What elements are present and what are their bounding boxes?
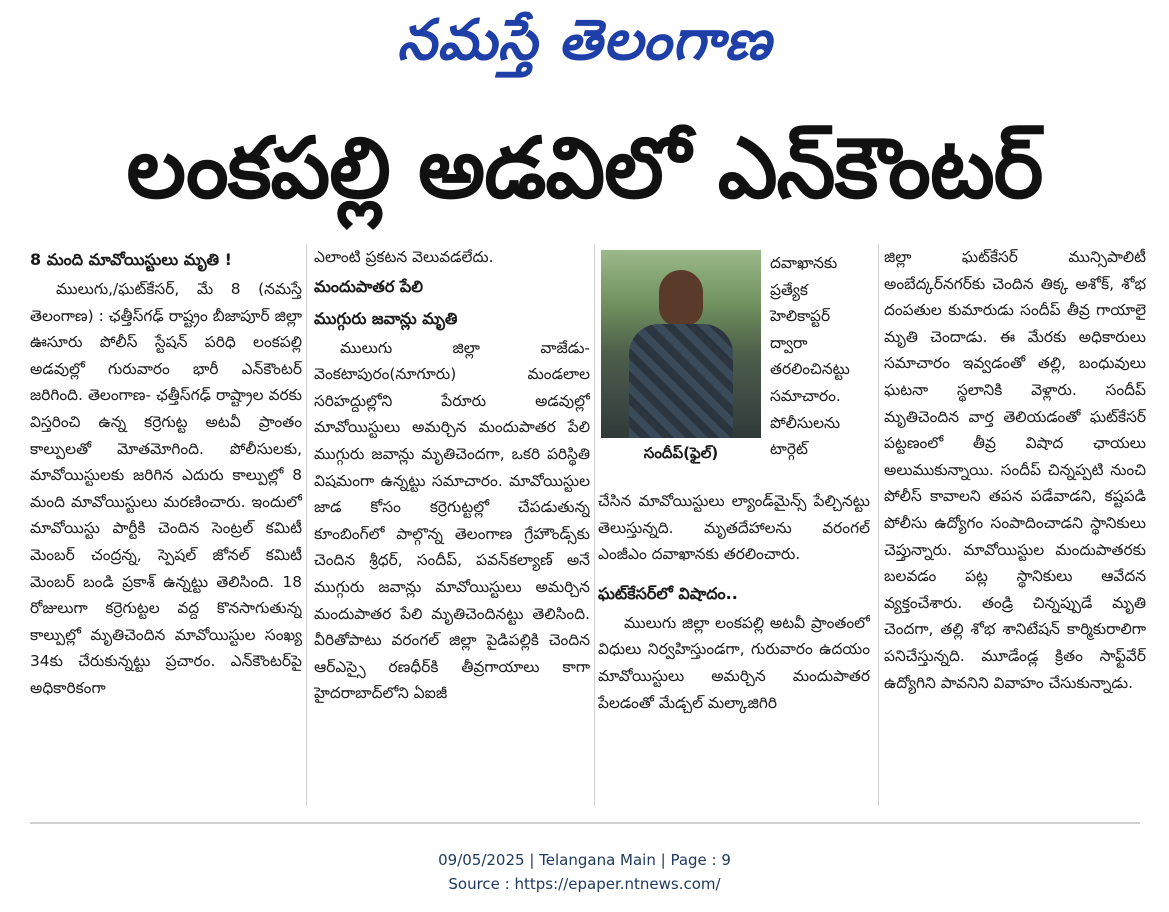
photo-head <box>659 270 703 326</box>
footer <box>0 848 1169 896</box>
footer-date-page: 09/05/2025 | Telangana Main | Page : 9 <box>438 851 731 869</box>
photo-side-text-body: దవాఖానకు ప్రత్యేక హెలికాప్టర్ ద్వారా తరలించినట్టు సమాచారం. పోలీసులను టార్గెట్ <box>770 254 850 459</box>
headline: లంకపల్లి అడవిలో ఎన్‌కౌంటర్ <box>126 119 1043 217</box>
subheading-jawans-killed: ముగ్గురు జవాన్లు మృతి <box>314 308 458 328</box>
bottom-divider <box>30 822 1140 824</box>
subheading-maoists-killed: 8 మంది మావోయిస్టులు మృతి ! <box>30 250 232 269</box>
column-3-text-2: ములుగు జిల్లా లంకపల్లి అటవీ ప్రాంతంలో విధులు నిర్వహిస్తుండగా, గురువారం ఉదయం మావోయిస్టులు అమర్చిన మందుపాతర పేలడంతో మేడ్చల్ మల్కాజిగిరి <box>598 613 870 712</box>
column-3-text: చేసిన మావోయిస్టులు ల్యాండ్‌మైన్స్ పేల్చినట్టు తెలుస్తున్నది. మృతదేహాలను వరంగల్ ఎంజీఎం దవాఖానకు తరలించారు. <box>598 492 870 564</box>
footer-source: Source : https://epaper.ntnews.com/ <box>448 875 721 893</box>
column-1-text: ములుగు,/ఘట్‌కేసర్, మే 8 (నమస్తే తెలంగాణ) : ఛత్తీస్‌గఢ్ రాష్ట్రం బీజాపూర్ జిల్లా ఊసూరు పోలీస్ స్టేషన్ పరిధి లంకపల్లి అడవుల్లో గురువారం భారీ ఎన్‌కౌంటర్ జరిగింది. తెలంగాణ- ఛత్తీస్‌గఢ్ రాష్ట్రాల వరకు విస్తరించి ఉన్న కర్రెగుట్ట అటవీ ప్రాంతం కాల్పులతో మోతమోగింది. పోలీసులకు, మావోయిస్టులకు జరిగిన ఎదురు కాల్పుల్లో 8 మంది మావోయిస్టులు మరణించారు. ఇందులో మావోయిస్టు పార్టీకి చెందిన సెంట్రల్ కమిటీ మెంబర్ చంద్రన్న, స్పెషల్ జోనల్ కమిటీ మెంబర్ బండి ప్రకాశ్ ఉన్నట్టు తెలిసింది. 18 రోజులుగా కర్రెగుట్టల వద్ద కొనసాగుతున్న కాల్పుల్లో మృతిచెందిన మావోయిస్టుల సంఖ్య 34కు చేరుకున్నట్టు ప్రచారం. ఎన్‌కౌంటర్‌పై అధికారికంగా <box>30 280 302 697</box>
sandeep-photo <box>601 250 761 438</box>
photo-caption: సందీప్(ఫైల్) <box>643 444 719 462</box>
article-column-3 <box>598 488 870 808</box>
column-4-text: జిల్లా ఘట్‌కేసర్ మున్సిపాలిటీ అంబేద్కర్‌నగర్‌కు చెందిన తిక్క అశోక్, శోభ దంపతుల కుమారుడు సందీప్ తీవ్ర గాయాలై మృతి చెందాడు. ఈ మేరకు అధికారులు సమాచారం ఇవ్వడంతో తల్లి, బంధువులు ఘటనా స్థలానికి వెళ్లారు. సందీప్ మృతిచెందిన వార్త తెలియడంతో ఘట్‌కేసర్ పట్టణంలో తీవ్ర విషాద ఛాయలు అలుముకున్నాయి. సందీప్ చిన్నప్పటి నుంచి పోలీస్ కావాలని తపన పడేవాడని, కష్టపడి పోలీసు ఉద్యోగం సంపాదించాడని స్థానికులు చెప్తున్నారు. మావోయిస్టుల మందుపాతరకు బలవడం పట్ల స్థానికులు ఆవేదన వ్యక్తంచేశారు. తండ్రి చిన్నప్పుడే మృతి చెందగా, తల్లి శోభ శానిటేషన్ కార్మికురాలిగా పనిచేస్తున్నది. మూడేండ్ల క్రితం సాఫ్ట్‌వేర్ ఉద్యోగిని పావనిని వివాహం చేసుకున్నాడు. <box>884 248 1146 692</box>
column-2-text: ములుగు జిల్లా వాజేడు-వెంకటాపురం(నూగూరు) మండలాల సరిహద్దుల్లోని పేరూరు అడవుల్లో మావోయిస్టులు అమర్చిన మందుపాతర పేలి ముగ్గురు జవాన్లు మృతిచెందగా, ఒకరి పరిస్థితి విషమంగా ఉన్నట్టు సమాచారం. మావోయిస్టుల జాడ కోసం కర్రెగుట్టల్లో చేపడుతున్న కూంబింగ్‌లో పాల్గొన్న తెలంగాణ గ్రేహౌండ్స్‌కు చెందిన శ్రీధర్, సందీప్, పవన్‌కల్యాణ్ అనే ముగ్గురు జవాన్లు మావోయిస్టులు అమర్చిన మందుపాతర పేలి మృతిచెందినట్టు తెలిసింది. వీరితోపాటు వరంగల్ జిల్లా పైడిపల్లికి చెందిన ఆర్ఎస్సై రణధీర్‌కి తీవ్రగాయాలు కాగా హైదరాబాద్‌లోని ఏఐజీ <box>314 338 590 703</box>
subheading-landmine: మందుపాతర పేలి <box>314 276 423 296</box>
column-2-lead: ఎలాంటి ప్రకటన వెలువడలేదు. <box>314 248 494 266</box>
article-column-1 <box>30 244 302 804</box>
column-divider <box>594 244 595 806</box>
article-column-4 <box>884 244 1146 804</box>
article-column-2 <box>314 244 590 804</box>
masthead-logo: నమస్తే తెలంగాణ <box>397 8 772 73</box>
column-divider <box>306 244 307 806</box>
photo-side-text <box>770 250 870 463</box>
subheading-ghatkesar: ఘట్‌కేసర్‌లో విషాదం.. <box>598 583 738 603</box>
column-divider <box>878 244 879 806</box>
photo-uniform <box>629 324 733 438</box>
